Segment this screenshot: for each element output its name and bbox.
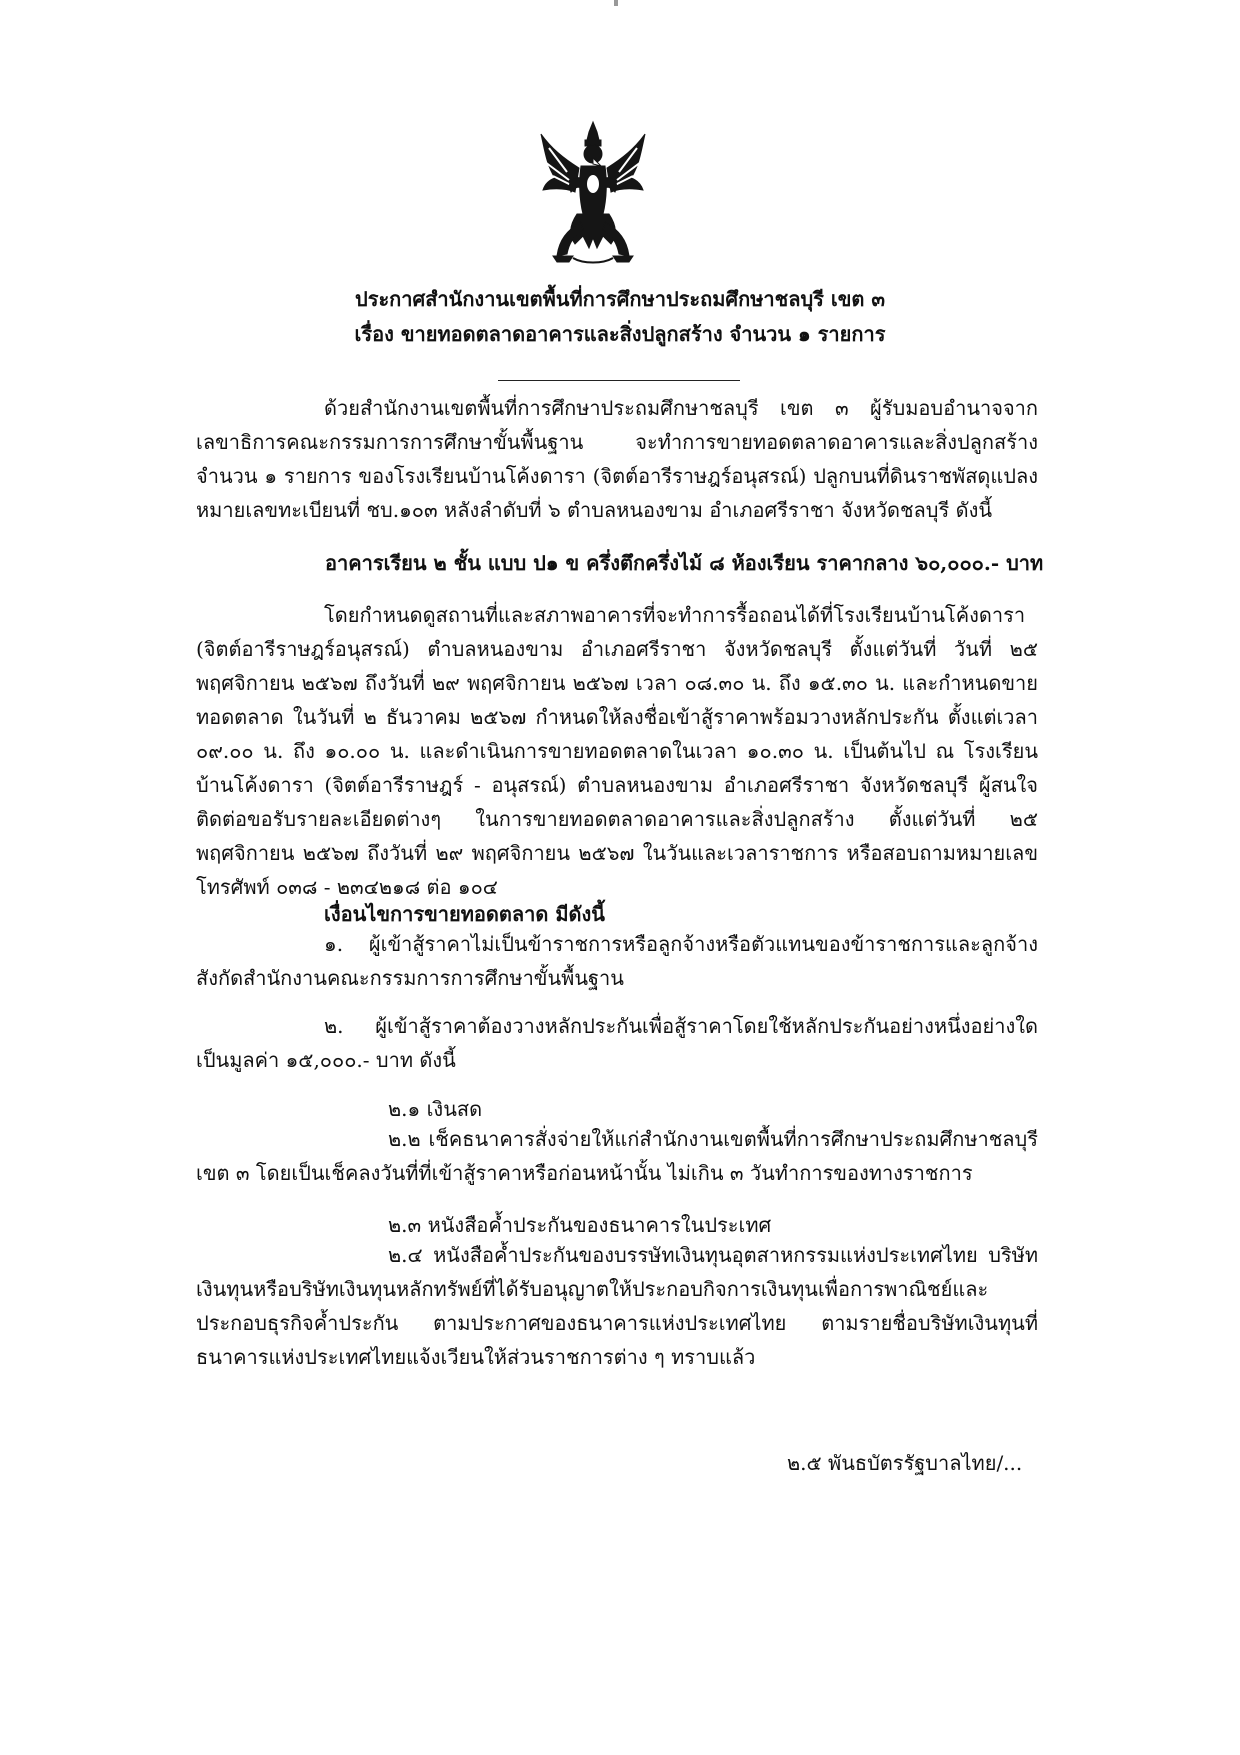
announcement-title: ประกาศสำนักงานเขตพื้นที่การศึกษาประถมศึกษาชลบุรี เขต ๓ bbox=[355, 287, 885, 311]
details-paragraph: โดยกำหนดดูสถานที่และสภาพอาคารที่จะทำการรื้อถอนได้ที่โรงเรียนบ้านโค้งดารา (จิตต์อารีราษฎร์อนุสรณ์) ตำบลหนองขาม อำเภอศรีราชา จังหวัดชลบุรี ตั้งแต่วันที่ วันที่ ๒๕ พฤศจิกายน ๒๕๖๗ ถึงวันที่ ๒๙ พฤศจิกายน ๒๕๖๗ เวลา ๐๘.๓๐ น. ถึง ๑๕.๓๐ น. และกำหนดขายทอดตลาด ในวันที่ ๒ ธันวาคม ๒๕๖๗ กำหนดให้ลงชื่อเข้าสู้ราคาพร้อมวางหลักประกัน ตั้งแต่เวลา ๐๙.๐๐ น. ถึง ๑๐.๐๐ น. และดำเนินการขายทอดตลาดในเวลา ๑๐.๓๐ น. เป็นต้นไป ณ โรงเรียนบ้านโค้งดารา (จิตต์อารีราษฎร์ - อนุสรณ์) ตำบลหนองขาม อำเภอศรีราชา จังหวัดชลบุรี ผู้สนใจติดต่อขอรับรายละเอียดต่างๆ ในการขายทอดตลาดอาคารและสิ่งปลูกสร้าง ตั้งแต่วันที่ ๒๕ พฤศจิกายน ๒๕๖๗ ถึงวันที่ ๒๙ พฤศจิกายน ๒๕๖๗ ในวันและเวลาราชการ หรือสอบถามหมายเลขโทรศัพท์ ๐๓๘ - ๒๓๔๒๑๘ ต่อ ๑๐๔ bbox=[196, 603, 1038, 899]
condition-2-3: ๒.๓ หนังสือค้ำประกันของธนาคารในประเทศ bbox=[388, 1213, 772, 1237]
garuda-emblem-icon bbox=[533, 118, 653, 270]
condition-2: ๒. ผู้เข้าสู้ราคาต้องวางหลักประกันเพื่อสู้ราคาโดยใช้หลักประกันอย่างหนึ่งอย่างใด เป็นมูลค่า ๑๕,๐๐๐.- บาท ดังนี้ bbox=[196, 1014, 1038, 1072]
continuation-marker: ๒.๕ พันธบัตรรัฐบาลไทย/... bbox=[787, 1451, 1023, 1475]
scan-mark bbox=[614, 0, 618, 6]
intro-paragraph: ด้วยสำนักงานเขตพื้นที่การศึกษาประถมศึกษาชลบุรี เขต ๓ ผู้รับมอบอำนาจจากเลขาธิการคณะกรรมการการศึกษาขั้นพื้นฐาน จะทำการขายทอดตลาดอาคารและสิ่งปลูกสร้าง จำนวน ๑ รายการ ของโรงเรียนบ้านโค้งดารา (จิตต์อารีราษฎร์อนุสรณ์) ปลูกบนที่ดินราชพัสดุแปลงหมายเลขทะเบียนที่ ชบ.๑๐๓ หลังลำดับที่ ๖ ตำบลหนองขาม อำเภอศรีราชา จังหวัดชลบุรี ดังนี้ bbox=[196, 396, 1038, 522]
announcement-subject: เรื่อง ขายทอดตลาดอาคารและสิ่งปลูกสร้าง จำนวน ๑ รายการ bbox=[354, 322, 886, 346]
auction-item-line: อาคารเรียน ๒ ชั้น แบบ ป๑ ข ครึ่งตึกครึ่งไม้ ๘ ห้องเรียน ราคากลาง ๖๐,๐๐๐.- บาท bbox=[325, 551, 1044, 575]
condition-2-1: ๒.๑ เงินสด bbox=[388, 1097, 483, 1121]
title-divider bbox=[498, 380, 740, 381]
condition-2-2: ๒.๒ เช็คธนาคารสั่งจ่ายให้แก่สำนักงานเขตพื้นที่การศึกษาประถมศึกษาชลบุรี เขต ๓ โดยเป็นเช็คลงวันที่ที่เข้าสู้ราคาหรือก่อนหน้านั้น ไม่เกิน ๓ วันทำการของทางราชการ bbox=[196, 1127, 1038, 1185]
condition-1: ๑. ผู้เข้าสู้ราคาไม่เป็นข้าราชการหรือลูกจ้างหรือตัวแทนของข้าราชการและลูกจ้างสังกัดสำนักงานคณะกรรมการการศึกษาขั้นพื้นฐาน bbox=[196, 932, 1038, 990]
conditions-heading: เงื่อนไขการขายทอดตลาด มีดังนี้ bbox=[324, 902, 605, 926]
condition-2-4: ๒.๔ หนังสือค้ำประกันของบรรษัทเงินทุนอุตสาหกรรมแห่งประเทศไทย บริษัทเงินทุนหรือบริษัทเงินทุนหลักทรัพย์ที่ได้รับอนุญาตให้ประกอบกิจการเงินทุนเพื่อการพาณิชย์และประกอบธุรกิจค้ำประกัน ตามประกาศของธนาคารแห่งประเทศไทย ตามรายชื่อบริษัทเงินทุนที่ธนาคารแห่งประเทศไทยแจ้งเวียนให้ส่วนราชการต่าง ๆ ทราบแล้ว bbox=[196, 1243, 1038, 1369]
